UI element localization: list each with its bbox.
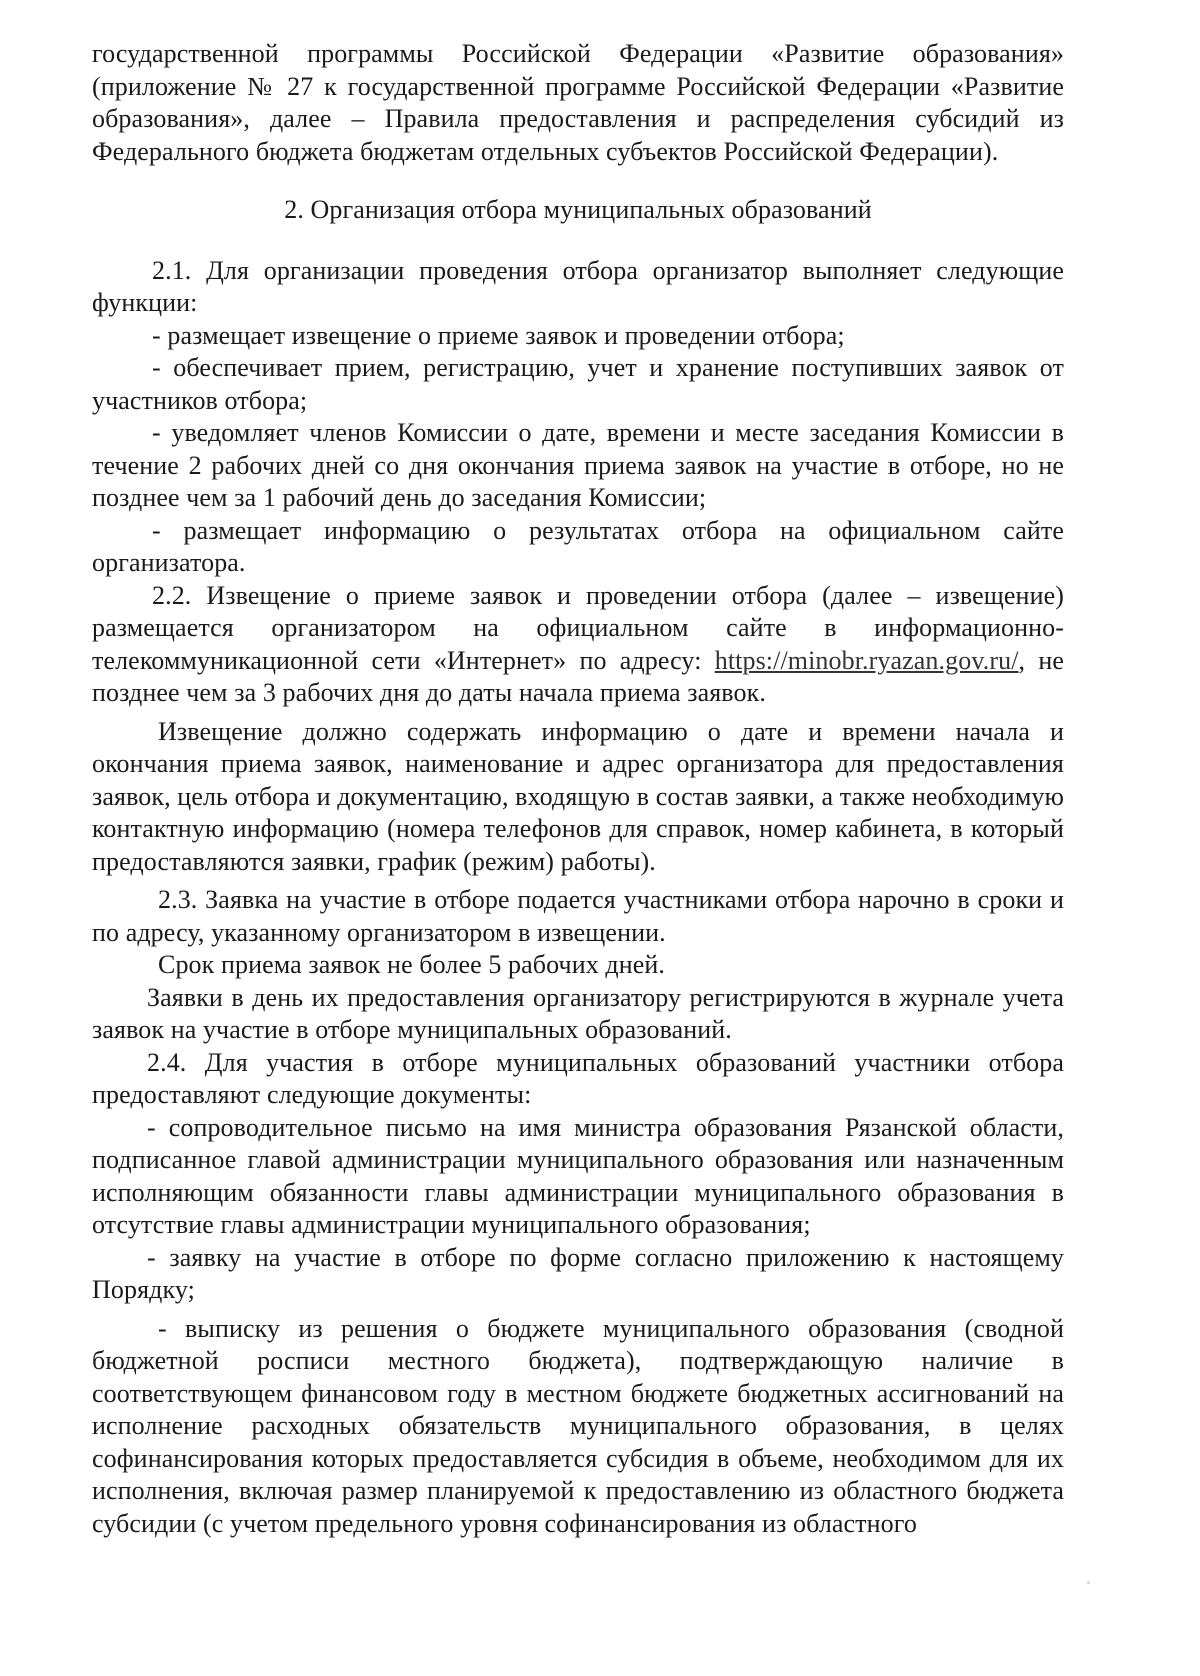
paragraph-2-2-text: 2.2. Извещение о приеме заявок и проведении отбора (далее – извещение) размещается организатором на официальном сайте в информационно-телекоммуникационной сети «Интернет» по адресу: <box>92 580 1064 675</box>
paragraph-2-2-tail: , не позднее чем за 3 рабочих дня до даты начала приема заявок. <box>92 645 1064 707</box>
paragraph-2-4: 2.4. Для участия в отборе муниципальных образований участники отбора предоставляют следующие документы: <box>92 1047 1064 1109</box>
list-item-accept-applications: - обеспечивает прием, регистрацию, учет и хранение поступивших заявок от участников отбора; <box>92 353 1064 415</box>
section-heading: 2. Организация отбора муниципальных образований <box>284 195 872 224</box>
paragraph-notice-contents: Извещение должно содержать информацию о дате и времени начала и окончания приема заявок, наименование и адрес организатора для предоставления заявок, цель отбора и документацию, входящую в состав заявки, а также необходимую контактную информацию (номера телефонов для справок, номер кабинета, в который предоставляются заявки, график (режим) работы). <box>92 716 1064 876</box>
document-item-budget-extract: - выписку из решения о бюджете муниципального образования (сводной бюджетной росписи местного бюджета), подтверждающую наличие в соответствующем финансовом году в местном бюджете бюджетных ассигнований на исполнение расходных обязательств муниципального образования, в целях софинансирования которых предоставляется субсидия в объеме, необходимом для их исполнения, включая размер планируемой к предоставлению из областного бюджета субсидии (с учетом предельного уровня софинансирования из областного <box>92 1313 1064 1538</box>
document-item-application-form: - заявку на участие в отборе по форме согласно приложению к настоящему Порядку; <box>92 1242 1064 1304</box>
list-item-publish-results: - размещает информацию о результатах отбора на официальном сайте организатора. <box>92 515 1064 577</box>
paragraph-2-1: 2.1. Для организации проведения отбора организатор выполняет следующие функции: <box>92 255 1064 317</box>
scan-speck <box>1087 1581 1090 1584</box>
document-body <box>92 38 1064 1540</box>
list-item-publish-notice: - размещает извещение о приеме заявок и проведении отбора; <box>152 320 845 350</box>
paragraph-2-3: 2.3. Заявка на участие в отборе подается участниками отбора нарочно в сроки и по адресу, указанному организатором в извещении. <box>92 885 1064 947</box>
paragraph-2-2 <box>92 580 1064 710</box>
list-item-notify-commission: - уведомляет членов Комиссии о дате, времени и месте заседания Комиссии в течение 2 рабочих дней со дня окончания приема заявок на участие в отборе, но не позднее чем за 1 рабочий день до заседания Комиссии; <box>92 418 1064 512</box>
intro-paragraph: государственной программы Российской Федерации «Развитие образования» (приложение № 27 к государственной программе Российской Федерации «Развитие образования», далее – Правила предоставления и распределения субсидий из Федерального бюджета бюджетам отдельных субъектов Российской Федерации). <box>92 39 1064 166</box>
document-item-cover-letter: - сопроводительное письмо на имя министра образования Рязанской области, подписанное главой администрации муниципального образования или назначенным исполняющим обязанности главы администрации муниципального образования в отсутствие главы администрации муниципального образования; <box>92 1112 1064 1239</box>
paragraph-registration: Заявки в день их предоставления организатору регистрируются в журнале учета заявок на участие в отборе муниципальных образований. <box>92 982 1064 1044</box>
paragraph-application-term: Срок приема заявок не более 5 рабочих дней. <box>158 950 666 979</box>
ministry-website-link[interactable]: https://minobr.ryazan.gov.ru/ <box>714 645 1019 675</box>
